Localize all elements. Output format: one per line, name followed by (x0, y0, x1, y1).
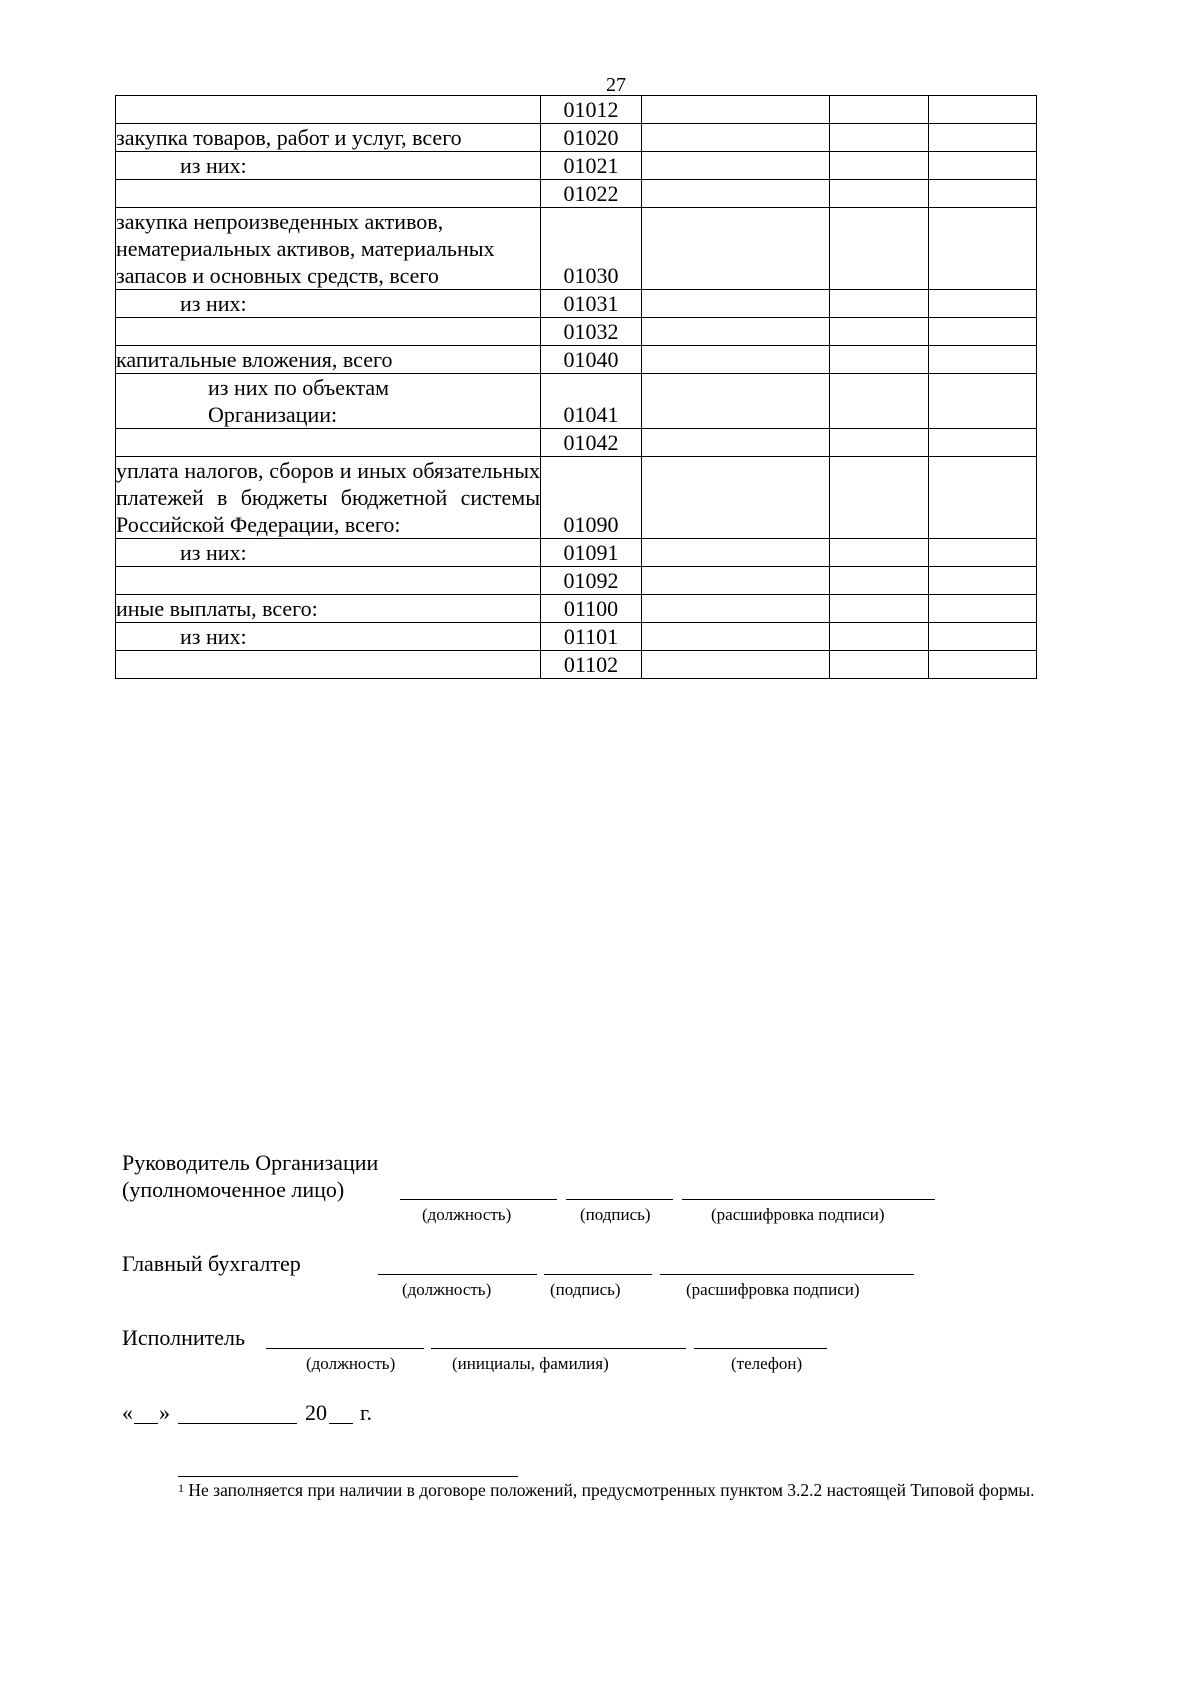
row-code: 01040 (541, 346, 642, 374)
row-label (116, 429, 541, 457)
value-cell[interactable] (929, 290, 1037, 318)
value-cell[interactable] (642, 152, 830, 180)
row-label: из них: (116, 539, 541, 567)
row-label: капитальные вложения, всего (116, 346, 541, 374)
value-cell[interactable] (830, 429, 929, 457)
value-cell[interactable] (642, 429, 830, 457)
value-cell[interactable] (929, 623, 1037, 651)
value-cell[interactable] (830, 374, 929, 429)
table-row (116, 567, 1037, 595)
value-cell[interactable] (929, 318, 1037, 346)
table-row (116, 623, 1037, 651)
value-cell[interactable] (830, 180, 929, 208)
accountant-decoding-caption: (расшифровка подписи) (686, 1280, 860, 1299)
row-label: из них: (116, 152, 541, 180)
footnote-marker: 1 (178, 1481, 184, 1495)
table-row (116, 429, 1037, 457)
date-year-line[interactable] (329, 1423, 353, 1424)
head-decoding-line[interactable] (682, 1199, 935, 1200)
value-cell[interactable] (642, 374, 830, 429)
row-code: 01031 (541, 290, 642, 318)
value-cell[interactable] (929, 651, 1037, 679)
row-code: 01020 (541, 124, 642, 152)
table-row (116, 318, 1037, 346)
date-close-quote: » (159, 1400, 170, 1425)
row-label: из них по объектам Организации: (116, 374, 541, 429)
value-cell[interactable] (642, 539, 830, 567)
row-label (116, 651, 541, 679)
row-code: 01022 (541, 180, 642, 208)
value-cell[interactable] (929, 180, 1037, 208)
table-row (116, 457, 1037, 539)
value-cell[interactable] (929, 429, 1037, 457)
accountant-position-caption: (должность) (402, 1280, 492, 1299)
value-cell[interactable] (642, 290, 830, 318)
table-row (116, 346, 1037, 374)
executor-phone-line[interactable] (694, 1348, 827, 1349)
row-code: 01021 (541, 152, 642, 180)
executor-position-caption: (должность) (306, 1354, 396, 1373)
value-cell[interactable] (929, 595, 1037, 623)
value-cell[interactable] (642, 124, 830, 152)
value-cell[interactable] (929, 124, 1037, 152)
table-row (116, 180, 1037, 208)
head-position-caption: (должность) (422, 1205, 512, 1224)
value-cell[interactable] (642, 457, 830, 539)
footnote (122, 1479, 1112, 1502)
table-row (116, 374, 1037, 429)
value-cell[interactable] (929, 346, 1037, 374)
table-row (116, 595, 1037, 623)
value-cell[interactable] (929, 567, 1037, 595)
accountant-title: Главный бухгалтер (122, 1251, 301, 1276)
executor-title: Исполнитель (122, 1325, 246, 1350)
value-cell[interactable] (642, 96, 830, 124)
row-label (116, 318, 541, 346)
row-code: 01092 (541, 567, 642, 595)
value-cell[interactable] (830, 152, 929, 180)
row-code: 01101 (541, 623, 642, 651)
value-cell[interactable] (642, 567, 830, 595)
value-cell[interactable] (830, 539, 929, 567)
accountant-decoding-line[interactable] (660, 1274, 914, 1275)
table-row (116, 651, 1037, 679)
row-label: уплата налогов, сборов и иных обязательных платежей в бюджеты бюджетной системы Российской Федерации, всего: (116, 458, 540, 537)
value-cell[interactable] (929, 374, 1037, 429)
table-row (116, 124, 1037, 152)
row-code: 01091 (541, 539, 642, 567)
value-cell[interactable] (830, 96, 929, 124)
row-label: иные выплаты, всего: (116, 595, 541, 623)
date-year-prefix: 20 (305, 1400, 327, 1425)
row-code: 01012 (541, 96, 642, 124)
footnote-text: Не заполняется при наличии в договоре положений, предусмотренных пунктом 3.2.2 настоящей Типовой формы. (188, 1480, 1035, 1500)
head-signature-caption: (подпись) (580, 1205, 651, 1224)
row-code: 01032 (541, 318, 642, 346)
value-cell[interactable] (830, 318, 929, 346)
value-cell[interactable] (929, 152, 1037, 180)
head-decoding-caption: (расшифровка подписи) (711, 1205, 885, 1224)
date-month-line[interactable] (178, 1423, 297, 1424)
table-row (116, 290, 1037, 318)
row-label (116, 567, 541, 595)
executor-position-line[interactable] (266, 1348, 424, 1349)
row-code: 01030 (541, 208, 642, 290)
accountant-signature-line[interactable] (544, 1274, 652, 1275)
row-code: 01041 (541, 374, 642, 429)
value-cell[interactable] (929, 208, 1037, 290)
value-cell[interactable] (830, 567, 929, 595)
date-open-quote: « (122, 1400, 133, 1425)
accountant-position-line[interactable] (378, 1274, 537, 1275)
row-label: закупка товаров, работ и услуг, всего (116, 124, 541, 152)
value-cell[interactable] (830, 651, 929, 679)
row-code: 01090 (541, 457, 642, 539)
value-cell[interactable] (830, 595, 929, 623)
value-cell[interactable] (830, 346, 929, 374)
head-signature-line[interactable] (566, 1199, 673, 1200)
value-cell[interactable] (830, 290, 929, 318)
row-label: из них: (116, 623, 541, 651)
table-row (116, 539, 1037, 567)
row-code: 01100 (541, 595, 642, 623)
value-cell[interactable] (642, 651, 830, 679)
value-cell[interactable] (642, 595, 830, 623)
value-cell[interactable] (929, 539, 1037, 567)
value-cell[interactable] (830, 208, 929, 290)
value-cell[interactable] (929, 457, 1037, 539)
row-label: закупка непроизведенных активов, нематериальных активов, материальных запасов и основных средств, всего (116, 208, 541, 290)
value-cell[interactable] (642, 623, 830, 651)
executor-phone-caption: (телефон) (731, 1354, 803, 1373)
executor-name-line[interactable] (431, 1348, 686, 1349)
row-label (116, 96, 541, 124)
head-title: Руководитель Организации (122, 1150, 379, 1175)
head-subtitle: (уполномоченное лицо) (122, 1177, 345, 1202)
date-day-line[interactable] (134, 1423, 158, 1424)
row-label (116, 180, 541, 208)
table-row (116, 208, 1037, 290)
date-year-suffix: г. (360, 1400, 373, 1425)
value-cell[interactable] (642, 318, 830, 346)
row-label: из них: (116, 290, 541, 318)
value-cell[interactable] (642, 346, 830, 374)
value-cell[interactable] (830, 623, 929, 651)
value-cell[interactable] (830, 457, 929, 539)
value-cell[interactable] (830, 124, 929, 152)
footnote-separator (178, 1476, 518, 1477)
page-number: 27 (606, 74, 626, 96)
row-code: 01102 (541, 651, 642, 679)
table-row (116, 152, 1037, 180)
row-code: 01042 (541, 429, 642, 457)
table-row (116, 96, 1037, 124)
accountant-signature-caption: (подпись) (550, 1280, 621, 1299)
value-cell[interactable] (642, 208, 830, 290)
value-cell[interactable] (929, 96, 1037, 124)
executor-name-caption: (инициалы, фамилия) (452, 1354, 609, 1373)
expenses-table (115, 95, 1037, 679)
head-position-line[interactable] (400, 1199, 557, 1200)
value-cell[interactable] (642, 180, 830, 208)
